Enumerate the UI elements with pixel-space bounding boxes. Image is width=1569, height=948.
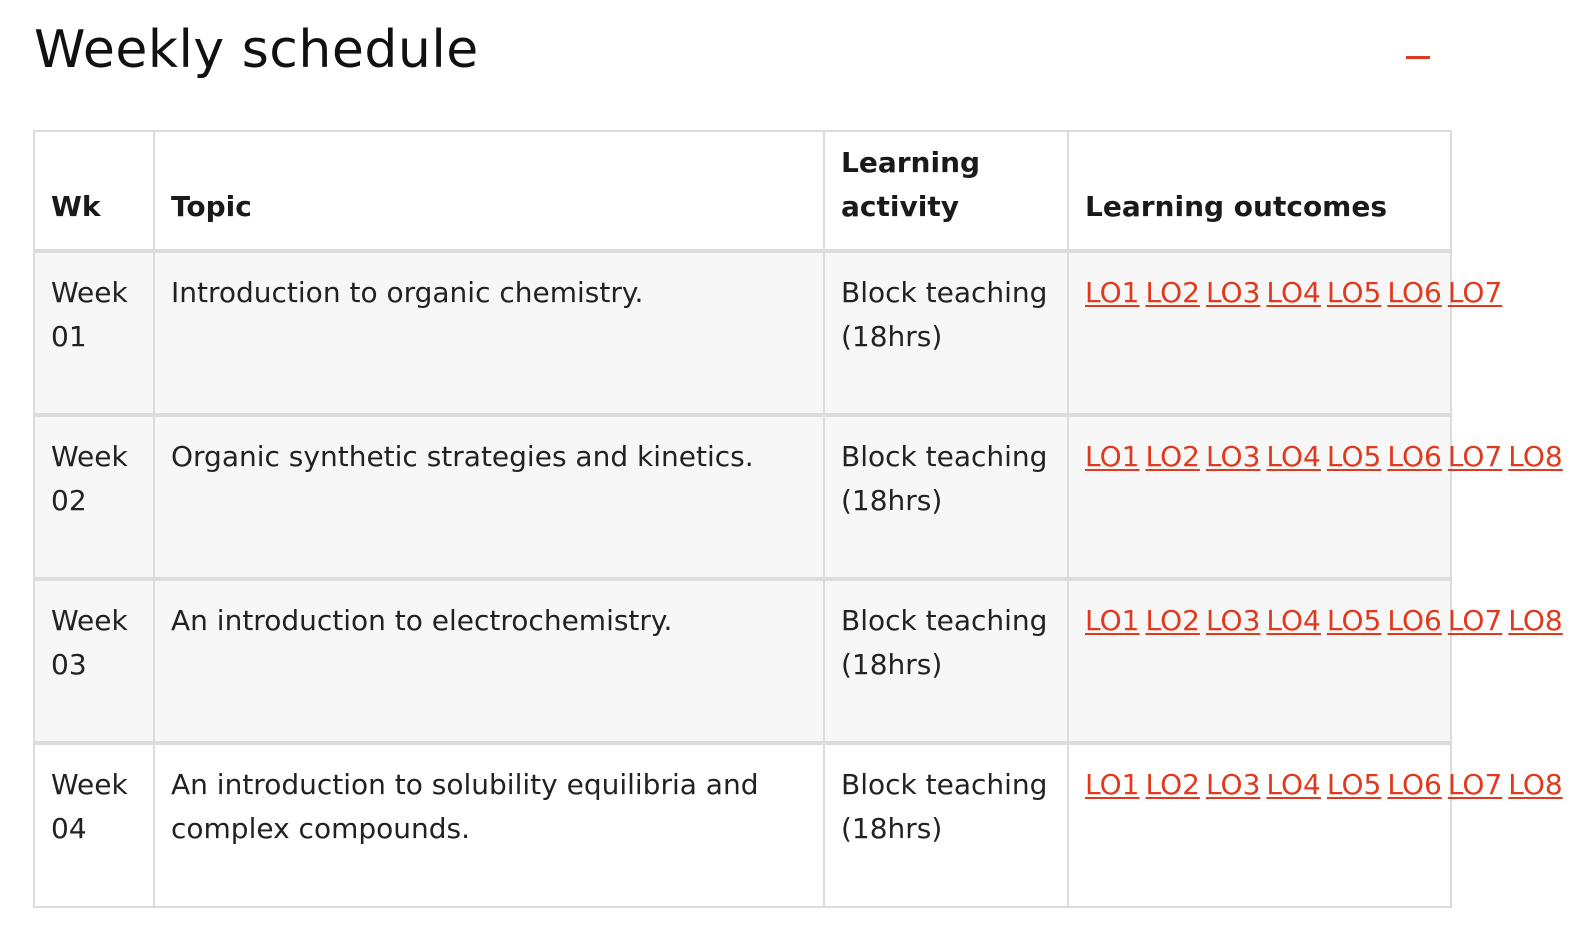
topic-cell: Introduction to organic chemistry. (154, 251, 824, 415)
outcomes-cell (1068, 415, 1563, 579)
learning-outcome-link[interactable]: LO4 (1266, 604, 1321, 637)
learning-outcome-link[interactable]: LO7 (1447, 768, 1503, 801)
weekly-schedule-table (33, 130, 1563, 908)
learning-outcome-link[interactable]: LO2 (1145, 440, 1200, 473)
activity-cell: Block teaching (18hrs) (824, 251, 1068, 415)
learning-outcome-link[interactable]: LO3 (1205, 768, 1261, 801)
learning-outcome-link[interactable]: LO3 (1205, 440, 1261, 473)
minus-icon (1406, 56, 1430, 59)
topic-cell: An introduction to solubility equilibria and complex compounds. (154, 743, 824, 907)
column-header-activity: Learning activity (824, 131, 1068, 251)
learning-outcome-link[interactable]: LO1 (1085, 440, 1140, 473)
learning-outcome-link[interactable]: LO7 (1447, 276, 1503, 309)
column-header-outcomes: Learning outcomes (1068, 131, 1451, 251)
learning-outcome-link[interactable]: LO6 (1387, 440, 1442, 473)
learning-outcome-link[interactable]: LO7 (1447, 440, 1503, 473)
learning-outcome-link[interactable]: LO2 (1145, 768, 1200, 801)
table-body (34, 251, 1563, 907)
learning-outcome-link[interactable]: LO8 (1508, 768, 1563, 801)
learning-outcome-link[interactable]: LO8 (1508, 440, 1563, 473)
learning-outcome-link[interactable]: LO6 (1387, 768, 1442, 801)
learning-outcome-link[interactable]: LO6 (1387, 276, 1442, 309)
learning-outcome-link[interactable]: LO1 (1085, 276, 1140, 309)
topic-cell: An introduction to electrochemistry. (154, 579, 824, 743)
table-row (34, 579, 1451, 743)
week-cell: Week 01 (34, 251, 154, 415)
outcomes-cell (1068, 251, 1503, 415)
learning-outcome-link[interactable]: LO8 (1508, 604, 1563, 637)
week-cell: Week 02 (34, 415, 154, 579)
learning-outcome-link[interactable]: LO5 (1326, 276, 1382, 309)
table-row (34, 415, 1451, 579)
learning-outcome-link[interactable]: LO1 (1085, 604, 1140, 637)
column-header-topic: Topic (154, 131, 824, 251)
section-header (34, 14, 1442, 94)
learning-outcome-link[interactable]: LO7 (1447, 604, 1503, 637)
learning-outcome-link[interactable]: LO5 (1326, 604, 1382, 637)
outcomes-cell (1068, 579, 1563, 743)
topic-cell: Organic synthetic strategies and kinetics. (154, 415, 824, 579)
week-cell: Week 04 (34, 743, 154, 907)
table-row (34, 743, 1451, 907)
activity-cell: Block teaching (18hrs) (824, 415, 1068, 579)
learning-outcome-link[interactable]: LO5 (1326, 768, 1382, 801)
learning-outcome-link[interactable]: LO2 (1145, 604, 1200, 637)
learning-outcome-link[interactable]: LO6 (1387, 604, 1442, 637)
table-header (34, 131, 1451, 251)
learning-outcome-link[interactable]: LO3 (1205, 276, 1261, 309)
header-row (34, 131, 1451, 251)
learning-outcome-link[interactable]: LO4 (1266, 276, 1321, 309)
section-title: Weekly schedule (34, 20, 479, 80)
learning-outcome-link[interactable]: LO2 (1145, 276, 1200, 309)
column-header-wk: Wk (34, 131, 154, 251)
activity-cell: Block teaching (18hrs) (824, 579, 1068, 743)
learning-outcome-link[interactable]: LO1 (1085, 768, 1140, 801)
learning-outcome-link[interactable]: LO4 (1266, 768, 1321, 801)
collapse-button[interactable] (1404, 40, 1432, 68)
activity-cell: Block teaching (18hrs) (824, 743, 1068, 907)
week-cell: Week 03 (34, 579, 154, 743)
learning-outcome-link[interactable]: LO5 (1326, 440, 1382, 473)
table-row (34, 251, 1451, 415)
learning-outcome-link[interactable]: LO3 (1205, 604, 1261, 637)
learning-outcome-link[interactable]: LO4 (1266, 440, 1321, 473)
outcomes-cell (1068, 743, 1563, 907)
